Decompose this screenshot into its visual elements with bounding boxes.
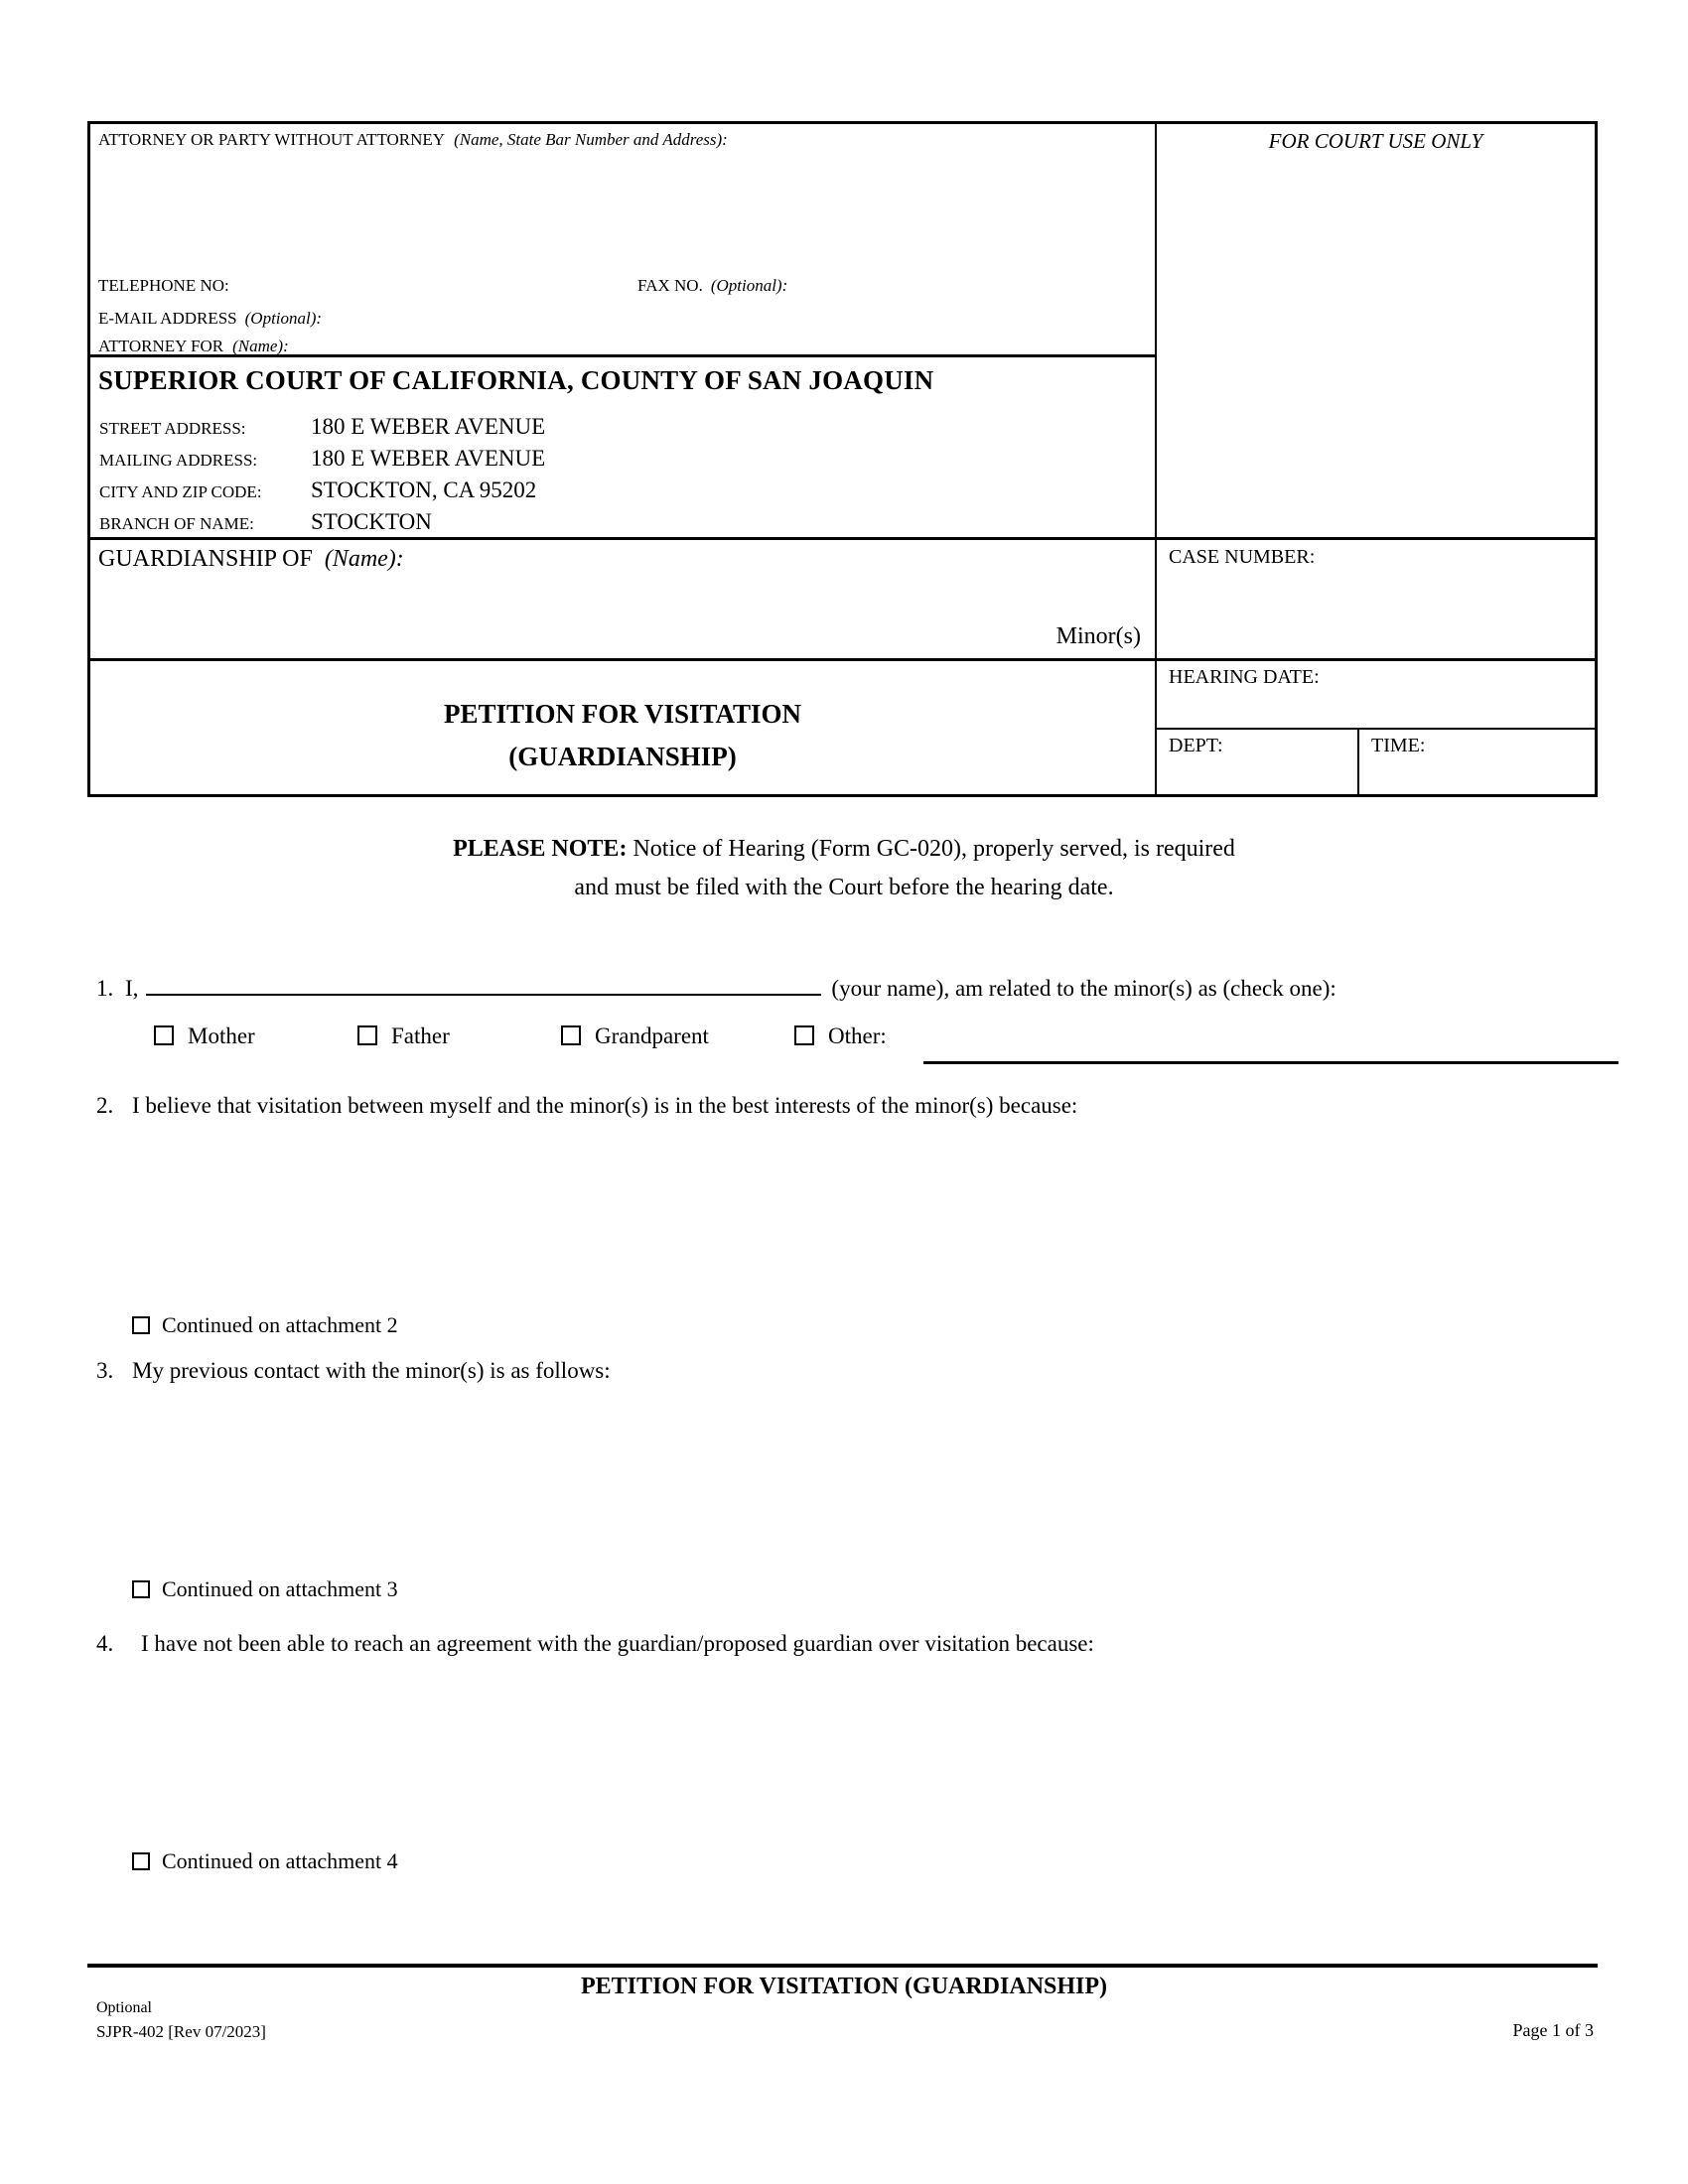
attorney-label-paren: (Name, State Bar Number and Address): [454,130,728,149]
court-use-label: FOR COURT USE ONLY [1268,129,1483,153]
your-name-blank-line[interactable] [146,970,821,996]
branch-label: BRANCH OF NAME: [99,514,254,533]
father-label: Father [391,1024,450,1048]
please-note-line1-text: Notice of Hearing (Form GC-020), properly served, is required [633,836,1235,862]
dept-label: DEPT: [1169,735,1223,756]
please-note-line1 [0,830,1688,869]
item-3 [96,1358,611,1384]
dept-box[interactable] [1157,730,1359,794]
other-blank-line[interactable] [923,1061,1618,1064]
mother-label: Mother [188,1024,255,1048]
item-1-prefix: I, [125,976,139,1001]
branch-row [99,509,432,535]
attachment-4-row[interactable] [132,1848,398,1874]
item-1-suffix: (your name), am related to the minor(s) as (check one): [831,976,1336,1001]
form-title-line1: PETITION FOR VISITATION [443,699,802,729]
item-4-number: 4. [96,1631,114,1656]
item-2-number: 2. [96,1093,114,1118]
grandparent-checkbox[interactable] [561,1025,581,1045]
city-zip-label: CITY AND ZIP CODE: [99,482,262,501]
city-zip-value: STOCKTON, CA 95202 [311,478,537,502]
mailing-address-value: 180 E WEBER AVENUE [311,446,546,471]
relation-option-other[interactable] [794,1024,887,1049]
grandparent-label: Grandparent [595,1024,709,1048]
case-number-label: CASE NUMBER: [1169,546,1316,568]
form-title-box [90,661,1157,794]
email-label-paren: (Optional): [244,309,323,328]
time-box[interactable] [1359,730,1595,794]
relation-option-grandparent[interactable] [561,1024,709,1049]
item-1-number: 1. [96,976,114,1001]
street-address-value: 180 E WEBER AVENUE [311,414,546,439]
guardianship-label-paren: (Name): [324,546,404,572]
telephone-field[interactable] [98,276,229,296]
attachment-3-row[interactable] [132,1576,398,1602]
item-2-text: I believe that visitation between myself and the minor(s) is in the best interests of the minor(s) because: [132,1093,1078,1118]
footer-page-number: Page 1 of 3 [1512,2020,1594,2040]
relation-option-father[interactable] [357,1024,450,1049]
attachment-2-label: Continued on attachment 2 [162,1312,398,1337]
hearing-date-box[interactable] [1157,661,1595,730]
attorney-for-paren: (Name): [232,337,289,355]
item-1 [96,970,1336,1002]
court-name: SUPERIOR COURT OF CALIFORNIA, COUNTY OF SAN JOAQUIN [98,365,934,395]
fax-field[interactable] [637,276,787,296]
item-4 [96,1631,1094,1657]
mother-checkbox[interactable] [154,1025,174,1045]
time-label: TIME: [1371,735,1426,756]
please-note-line2: and must be filed with the Court before the hearing date. [574,875,1114,900]
item-4-text: I have not been able to reach an agreement with the guardian/proposed guardian over visitation because: [141,1631,1094,1656]
branch-value: STOCKTON [311,509,432,534]
attorney-box[interactable] [90,124,1157,357]
attachment-2-checkbox[interactable] [132,1316,150,1334]
please-note [0,830,1688,907]
attorney-for-field[interactable] [98,337,289,356]
other-label: Other: [828,1024,887,1048]
footer-form-number: SJPR-402 [Rev 07/2023] [96,2022,266,2041]
email-field[interactable] [98,309,322,329]
case-number-box[interactable] [1157,540,1595,661]
telephone-label: TELEPHONE NO: [98,276,229,295]
relation-option-mother[interactable] [154,1024,255,1049]
caption-table [87,121,1598,797]
minors-label: Minor(s) [1055,623,1141,649]
item-2 [96,1093,1077,1119]
mailing-address-row [99,446,545,472]
email-label: E-MAIL ADDRESS [98,309,237,328]
footer-optional-label: Optional [96,1999,152,2016]
attachment-3-checkbox[interactable] [132,1580,150,1598]
guardianship-label [98,546,404,573]
attachment-3-label: Continued on attachment 3 [162,1576,398,1601]
other-checkbox[interactable] [794,1025,814,1045]
attorney-box-label [98,130,728,150]
fax-label: FAX NO. [637,276,703,295]
guardianship-box[interactable] [90,540,1157,661]
footer-divider [87,1964,1598,1968]
attachment-2-row[interactable] [132,1312,398,1338]
attorney-for-label: ATTORNEY FOR [98,337,224,355]
item-3-number: 3. [96,1358,114,1383]
guardianship-label-text: GUARDIANSHIP OF [98,546,313,572]
mailing-address-label: MAILING ADDRESS: [99,451,258,470]
item-3-text: My previous contact with the minor(s) is as follows: [132,1358,611,1383]
court-info-box [90,357,1157,540]
attachment-4-label: Continued on attachment 4 [162,1848,398,1873]
father-checkbox[interactable] [357,1025,377,1045]
attorney-label-text: ATTORNEY OR PARTY WITHOUT ATTORNEY [98,130,446,149]
form-title-line2: (GUARDIANSHIP) [508,742,737,771]
please-note-lead: PLEASE NOTE: [453,836,628,862]
street-address-row [99,414,545,440]
attachment-4-checkbox[interactable] [132,1852,150,1870]
hearing-date-label: HEARING DATE: [1169,666,1320,688]
footer-form-title: PETITION FOR VISITATION (GUARDIANSHIP) [580,1974,1108,1999]
street-address-label: STREET ADDRESS: [99,419,246,438]
city-zip-row [99,478,536,503]
court-use-box [1157,124,1595,540]
fax-label-paren: (Optional): [710,276,788,295]
